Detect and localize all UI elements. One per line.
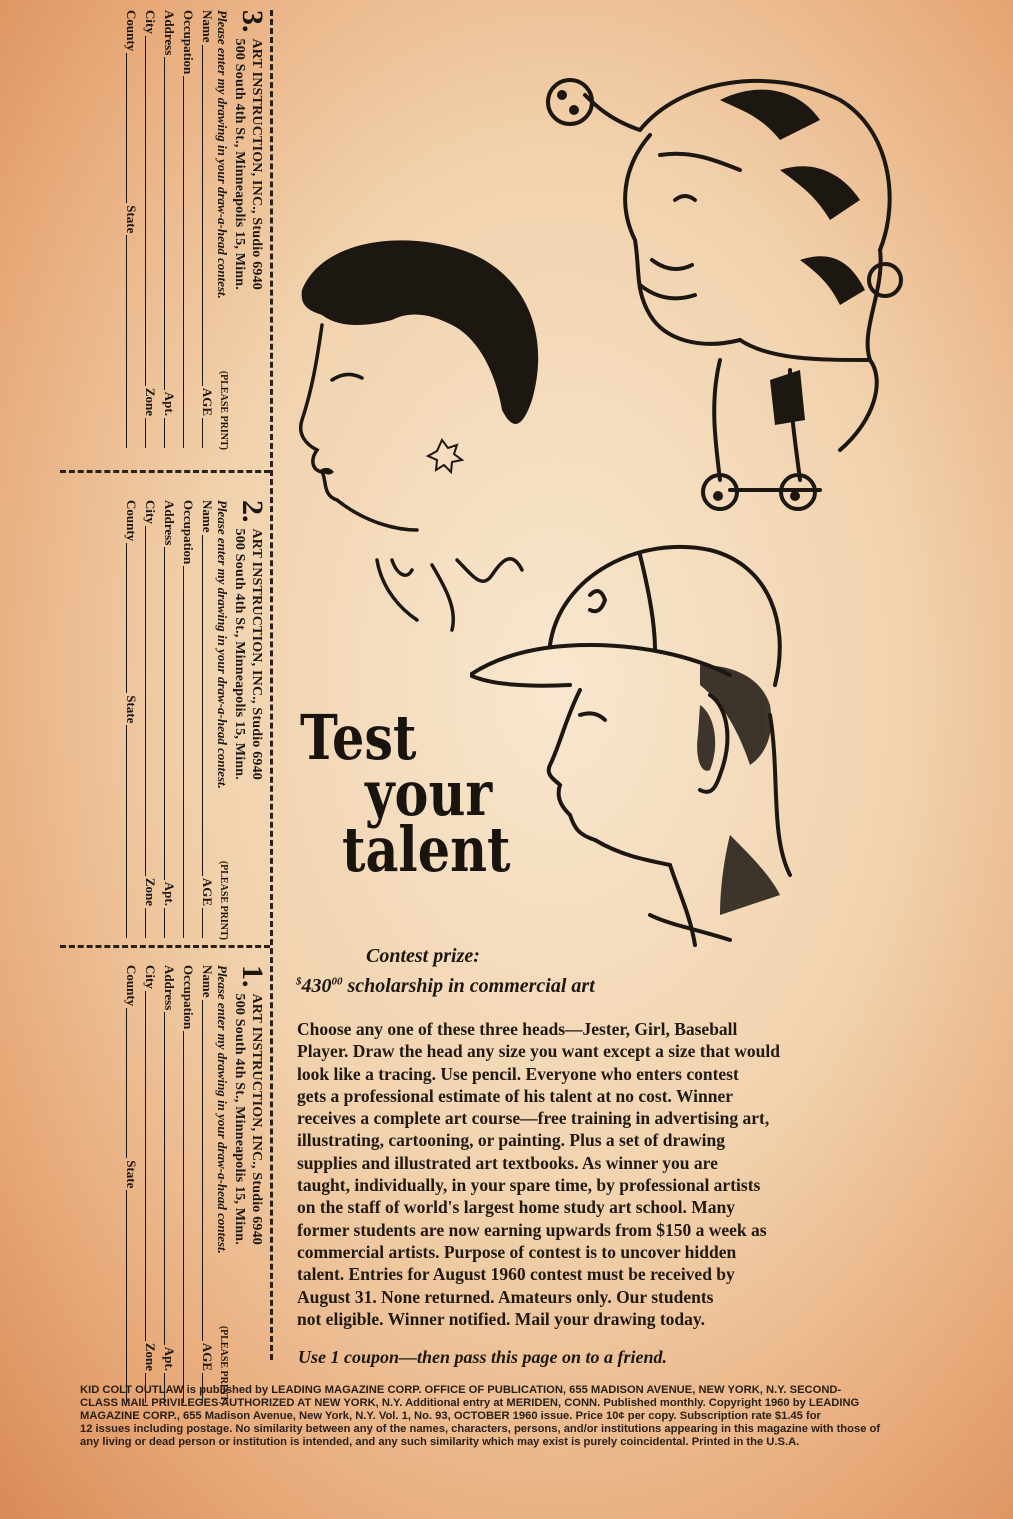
body-line: August 31. None returned. Amateurs only. Our students [297, 1286, 714, 1307]
body-line: commercial artists. Purpose of contest is to uncover hidden [297, 1241, 737, 1262]
fineprint-line: KID COLT OUTLAW is published by LEADING MAGAZINE CORP. OFFICE OF PUBLICATION, 655 MADISON AVENUE, NEW YORK, N.Y. SECOND- [80, 1384, 842, 1396]
occupation-field[interactable]: Occupation [180, 10, 199, 450]
body-line: look like a tracing. Use pencil. Everyone who enters contest [297, 1063, 739, 1084]
body-line: former students are now earning upwards from $150 a week as [297, 1219, 767, 1240]
body-line: gets a professional estimate of his talent at no cost. Winner [297, 1085, 734, 1106]
headline-line3: talent [342, 813, 511, 886]
body-line: Choose any one of these three heads—Jester, Girl, Baseball [297, 1019, 738, 1039]
city-field[interactable]: City Zone [142, 10, 161, 450]
body-line: supplies and illustrated art textbooks. As winner you are [297, 1152, 718, 1173]
city-field[interactable]: City Zone [142, 500, 161, 940]
body-line: receives a complete art course—free training in advertising art, [297, 1108, 770, 1129]
coupon-strip [60, 10, 273, 1405]
fineprint-line: 12 issues including postage. No similarity between any of the names, characters, persons, and/or institutions appearing in this magazine with those of [80, 1423, 881, 1435]
body-line: Player. Draw the head any size you want except a size that would [297, 1041, 781, 1062]
coupon-print-hint: (PLEASE PRINT) [218, 860, 229, 940]
cut-line [60, 945, 270, 948]
body-copy [297, 1018, 897, 1330]
coupon-address-line1: ART INSTRUCTION, INC., Studio 6940 [249, 528, 264, 780]
body-line: not eligible. Winner notified. Mail your drawing today. [297, 1308, 706, 1329]
occupation-field[interactable]: Occupation [180, 500, 199, 940]
prize-line: $^{\$}430^{00}$ scholarship in commercial art [296, 975, 595, 997]
headline [300, 701, 520, 886]
coupon-address-line1: ART INSTRUCTION, INC., Studio 6940 [249, 38, 264, 290]
coupon-address-line1: ART INSTRUCTION, INC., Studio 6940 [249, 993, 264, 1245]
coupon-note: Please enter my drawing in your draw-a-head contest. [215, 10, 230, 299]
city-field[interactable]: City Zone [142, 965, 161, 1405]
coupon-number: 1. [236, 965, 269, 988]
coupon-note: Please enter my drawing in your draw-a-head contest. [215, 500, 230, 789]
headline-line2: your [365, 757, 493, 830]
coupon-address-line2: 500 South 4th St., Minneapolis 15, Minn. [232, 38, 247, 290]
occupation-field[interactable]: Occupation [180, 965, 199, 1405]
address-field[interactable]: Address Apt. [161, 10, 180, 450]
coupon-address-line2: 500 South 4th St., Minneapolis 15, Minn. [232, 993, 247, 1245]
coupon-note: Please enter my drawing in your draw-a-head contest. [215, 965, 230, 1254]
name-field[interactable]: Name AGE [199, 965, 218, 1405]
address-field[interactable]: Address Apt. [161, 500, 180, 940]
county-field[interactable]: County State [123, 10, 142, 450]
jester-head-illustration [540, 60, 920, 520]
tagline: Use 1 coupon—then pass this page on to a friend. [298, 1347, 668, 1367]
name-field[interactable]: Name AGE [199, 10, 218, 450]
county-field[interactable]: County State [123, 965, 142, 1405]
cut-line [60, 470, 270, 473]
prize-label: Contest prize: [366, 945, 480, 967]
coupon-address-line2: 500 South 4th St., Minneapolis 15, Minn. [232, 528, 247, 780]
fineprint-line: any living or dead person or institution is intended, and any such similarity which may exist is purely coincidental. Printed in the U.S.A. [80, 1436, 800, 1448]
body-line: on the staff of world's largest home study art school. Many [297, 1197, 735, 1218]
headline-line1: Test [300, 701, 417, 774]
body-line: illustrating, cartooning, or painting. Plus a set of drawing [297, 1130, 725, 1151]
body-line: taught, individually, in your spare time, by professional artists [297, 1175, 761, 1196]
body-line: talent. Entries for August 1960 contest must be received by [297, 1264, 735, 1285]
fineprint-line: CLASS MAIL PRIVILEGES AUTHORIZED AT NEW YORK, N.Y. Additional entry at MERIDEN, CONN. Published monthly. Copyright 1960 by LEADING [80, 1397, 860, 1409]
coupon-print-hint: (PLEASE PRINT) [218, 1325, 229, 1405]
coupon-number: 3. [236, 10, 269, 33]
county-field[interactable]: County State [123, 500, 142, 940]
fineprint-line: MAGAZINE CORP., 655 Madison Avenue, New York, N.Y. Vol. 1, No. 93, OCTOBER 1960 issue. Price 10¢ per copy. Subscription rate $1.45 for [80, 1410, 821, 1422]
name-field[interactable]: Name AGE [199, 500, 218, 940]
publication-fineprint [80, 1384, 960, 1449]
address-field[interactable]: Address Apt. [161, 965, 180, 1405]
coupon-print-hint: (PLEASE PRINT) [218, 370, 229, 450]
coupon-number: 2. [236, 500, 269, 523]
